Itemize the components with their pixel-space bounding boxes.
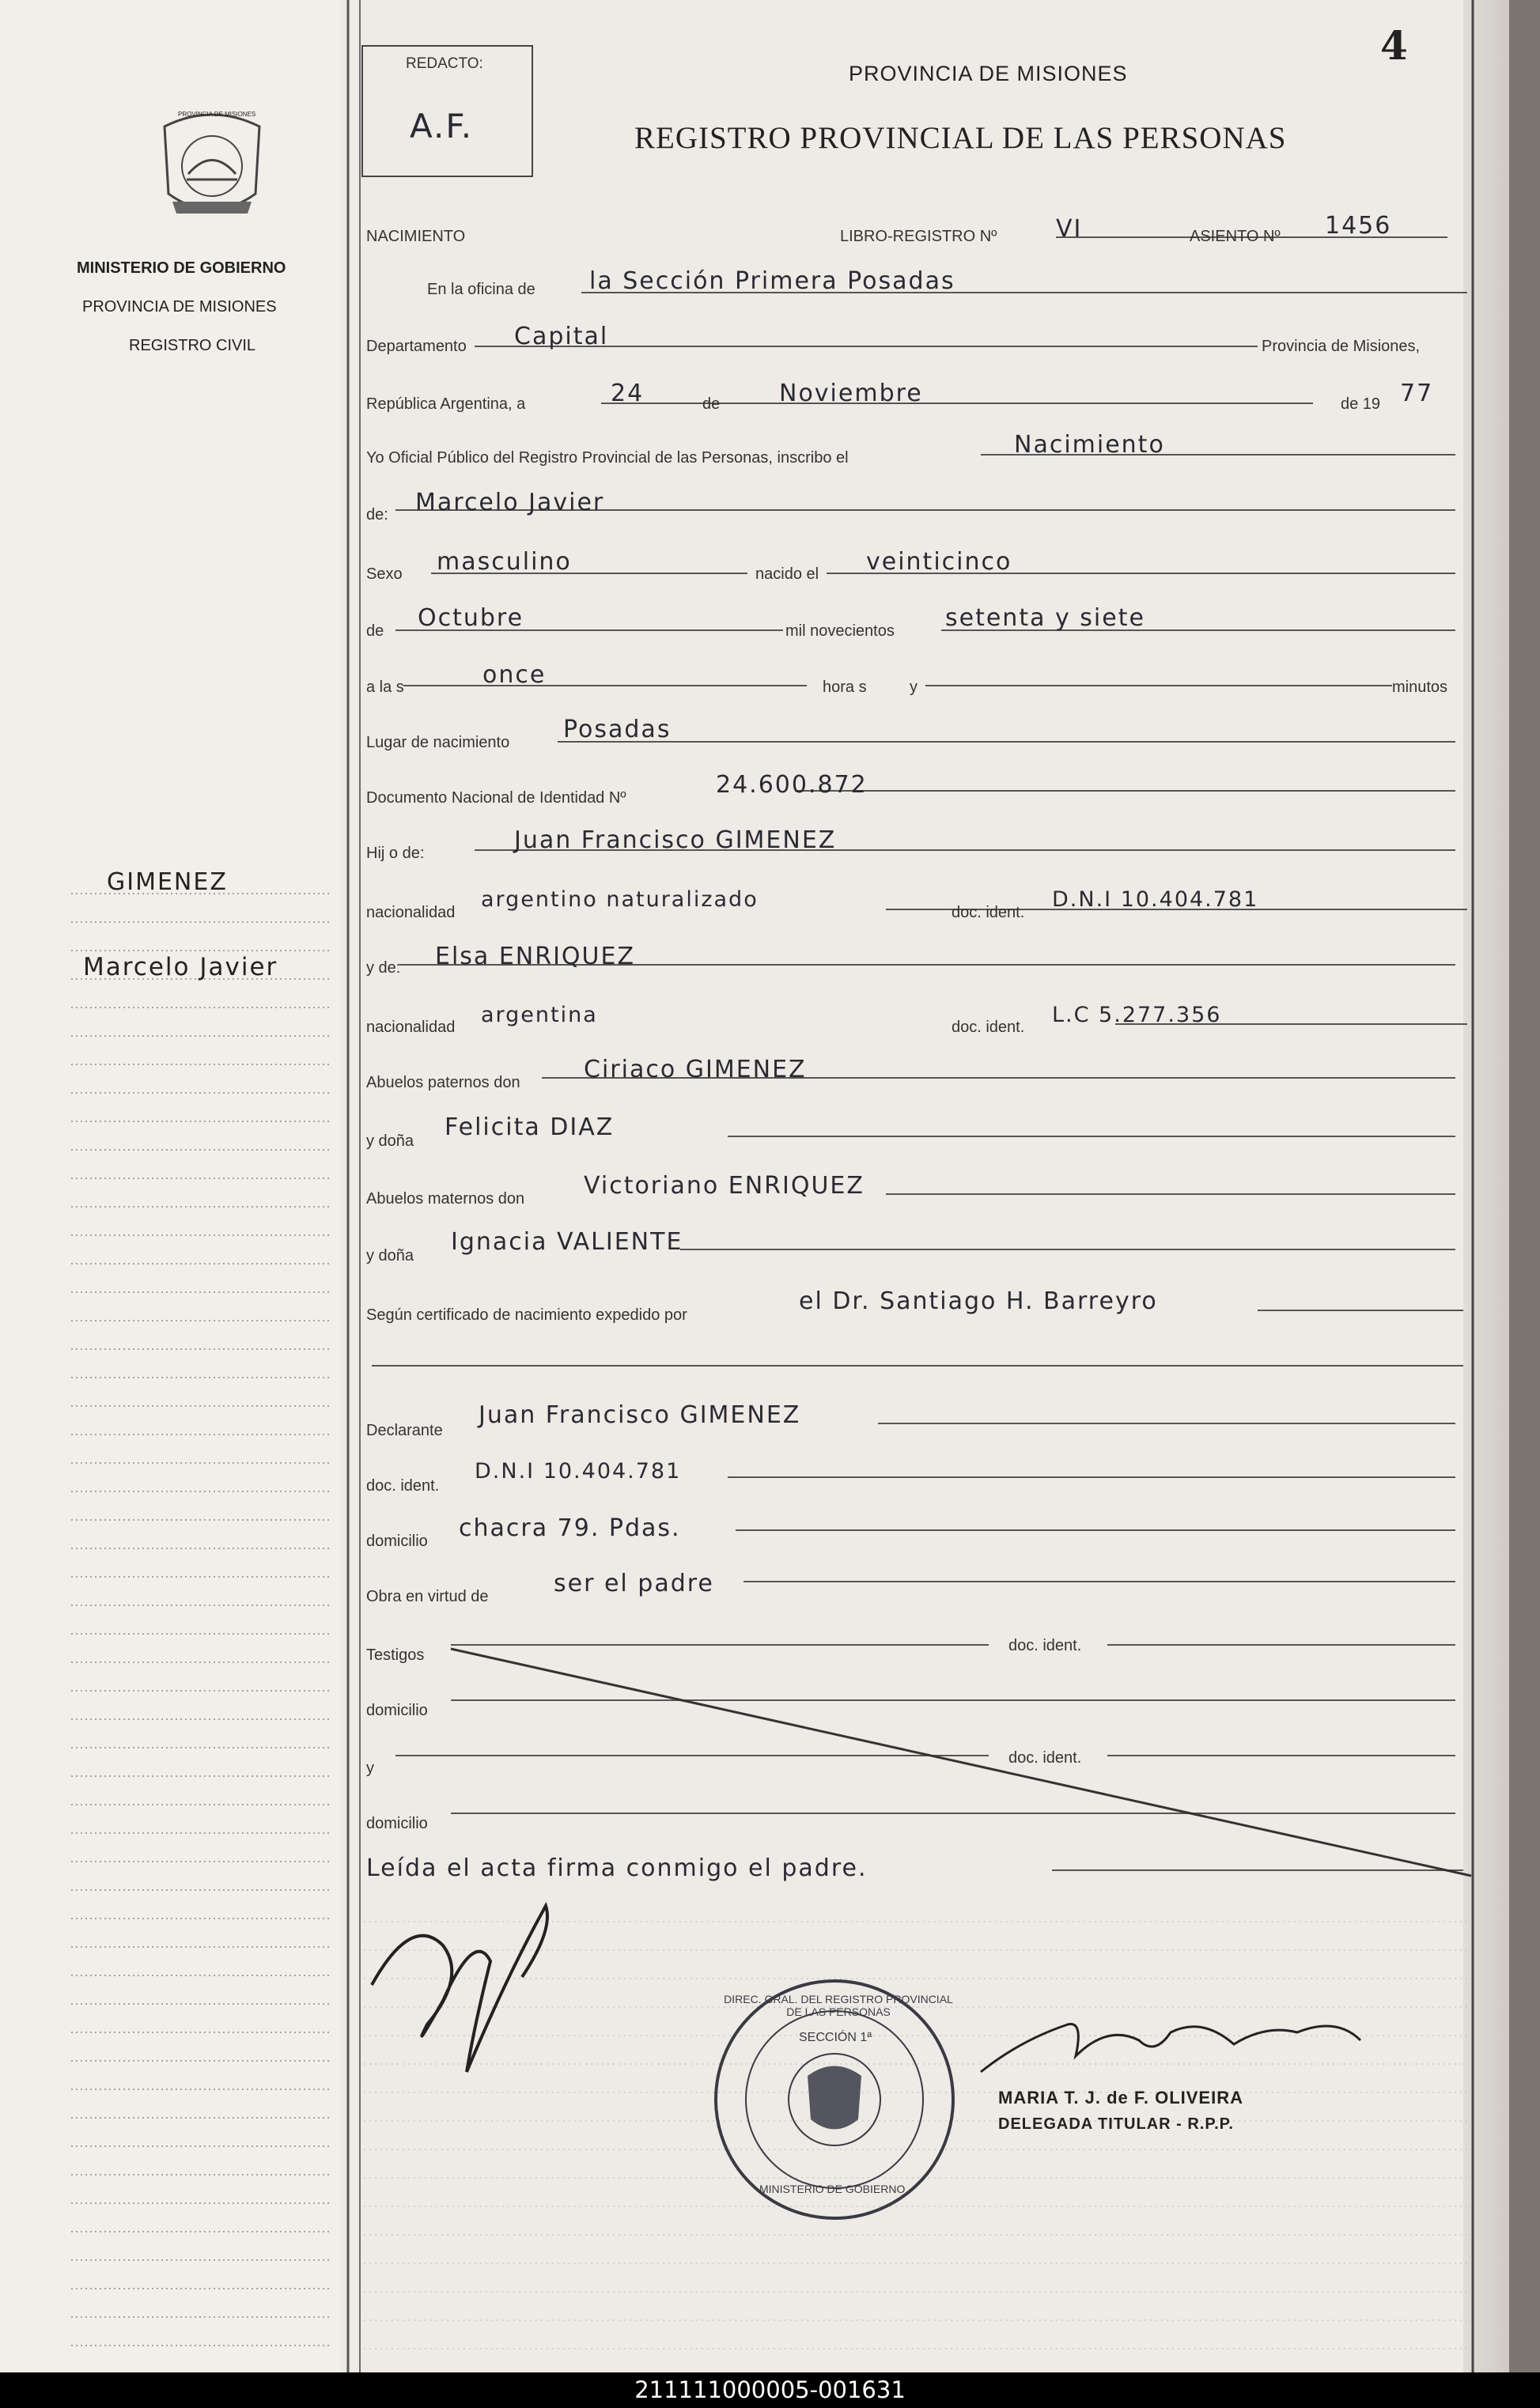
padre-value: Juan Francisco GIMENEZ: [514, 826, 837, 854]
mil-label: mil novecientos: [785, 622, 895, 640]
birth-month-value: Octubre: [418, 604, 524, 632]
day-value: 24: [611, 380, 645, 407]
header-province: PROVINCIA DE MISIONES: [849, 62, 1128, 85]
hora-label: hora s: [823, 679, 867, 696]
lugar-label: Lugar de nacimiento: [366, 734, 510, 751]
leida-value: Leída el acta firma conmigo el padre.: [366, 1854, 868, 1882]
de-month-label: de: [366, 622, 384, 640]
ydona2-label: y doña: [366, 1247, 414, 1264]
header-title: REGISTRO PROVINCIAL DE LAS PERSONAS: [634, 121, 1287, 155]
dni-label: Documento Nacional de Identidad Nº: [366, 789, 626, 807]
dni-value: 24.600.872: [716, 771, 868, 799]
dom-t2-label: domicilio: [366, 1815, 428, 1832]
provincia-label: Provincia de Misiones,: [1262, 338, 1421, 355]
y-t-label: y: [366, 1760, 374, 1777]
page-number: 4: [1380, 22, 1408, 69]
footer-code: 211111000005-001631: [634, 2376, 906, 2403]
abpat-value: Ciriaco GIMENEZ: [584, 1056, 807, 1083]
lugar-value: Posadas: [563, 716, 672, 743]
margin-surname: GIMENEZ: [107, 868, 228, 896]
margin-given-name: Marcelo Javier: [83, 953, 278, 981]
hijo-label: Hij o de:: [366, 845, 425, 862]
asiento-value: 1456: [1325, 212, 1392, 240]
oficial-value: Nacimiento: [1014, 431, 1165, 459]
doc2-value: L.C 5.277.356: [1052, 1003, 1222, 1027]
nac1-value: argentino naturalizado: [481, 887, 759, 912]
cert-value: el Dr. Santiago H. Barreyro: [799, 1287, 1158, 1315]
departamento-label: Departamento: [366, 338, 467, 355]
birth-year-value: setenta y siete: [945, 604, 1145, 632]
cancel-diagonal: [451, 1649, 1471, 1876]
margin-signature: [372, 1906, 547, 2072]
ministry-name: MINISTERIO DE GOBIERNO: [77, 259, 286, 277]
abmat2-value: Ignacia VALIENTE: [451, 1228, 683, 1256]
y-label: y: [910, 679, 918, 696]
ministry-registry: REGISTRO CIVIL: [129, 337, 256, 354]
sexo-value: masculino: [437, 548, 572, 576]
obra-value: ser el padre: [554, 1570, 714, 1597]
nacido-value: veinticinco: [866, 548, 1012, 576]
madre-value: Elsa ENRIQUEZ: [435, 943, 636, 970]
yde-label: y de:: [366, 959, 401, 977]
ministry-seal-text: PROVINCIA DE MISIONES: [178, 111, 256, 118]
abpat2-value: Felicita DIAZ: [445, 1113, 615, 1141]
ministry-province: PROVINCIA DE MISIONES: [82, 298, 277, 316]
nac2-label: nacionalidad: [366, 1019, 456, 1036]
libro-value: VI: [1056, 215, 1083, 243]
official-signature: [981, 2024, 1360, 2073]
name-value: Marcelo Javier: [415, 489, 605, 516]
stamp-ministry-text: MINISTERIO DE GOBIERNO: [759, 2183, 906, 2195]
abmat-label: Abuelos maternos don: [366, 1190, 525, 1208]
sexo-label: Sexo: [366, 565, 403, 583]
minutos-label: minutos: [1392, 679, 1448, 696]
hora-value: once: [482, 661, 547, 689]
nac2-value: argentina: [481, 1003, 598, 1027]
domicilio-label: domicilio: [366, 1533, 428, 1550]
oficina-label: En la oficina de: [427, 281, 535, 298]
year-label: de 19: [1341, 395, 1381, 413]
ala-label: a la s: [366, 679, 404, 696]
republica-label: República Argentina, a: [366, 395, 526, 413]
nac1-label: nacionalidad: [366, 904, 456, 921]
signatory-name: MARIA T. J. de F. OLIVEIRA: [998, 2088, 1243, 2107]
de-label: de: [702, 395, 721, 413]
abpat-label: Abuelos paternos don: [366, 1074, 520, 1091]
domicilio-value: chacra 79. Pdas.: [459, 1514, 681, 1542]
abmat-value: Victoriano ENRIQUEZ: [584, 1172, 865, 1200]
year-value: 77: [1400, 380, 1434, 407]
stamp-ring-text: DIREC. GRAL. DEL REGISTRO PROVINCIAL DE LAS PERSONAS: [724, 1993, 953, 2018]
docdecl-value: D.N.I 10.404.781: [475, 1459, 682, 1484]
departamento-value: Capital: [514, 323, 609, 350]
nacido-label: nacido el: [755, 565, 819, 583]
obra-label: Obra en virtud de: [366, 1588, 489, 1605]
stamp-section-text: SECCIÓN 1ª: [799, 2031, 872, 2044]
doc1-label: doc. ident.: [952, 904, 1025, 921]
ydona1-label: y doña: [366, 1132, 414, 1150]
doc1-value: D.N.I 10.404.781: [1052, 887, 1259, 912]
doc-t2-label: doc. ident.: [1008, 1749, 1082, 1767]
redacto-label: REDACTO:: [406, 55, 483, 72]
docdecl-label: doc. ident.: [366, 1477, 440, 1495]
record-type: NACIMIENTO: [366, 228, 466, 245]
asiento-label: ASIENTO Nº: [1190, 228, 1281, 245]
declarante-label: Declarante: [366, 1422, 443, 1439]
declarante-value: Juan Francisco GIMENEZ: [479, 1401, 801, 1429]
month-value: Noviembre: [779, 380, 923, 407]
oficina-value: la Sección Primera Posadas: [589, 267, 955, 295]
de-name-label: de:: [366, 506, 388, 524]
signatory-title: DELEGADA TITULAR - R.P.P.: [998, 2115, 1234, 2133]
testigos-label: Testigos: [366, 1646, 425, 1664]
doc2-label: doc. ident.: [952, 1019, 1025, 1036]
cert-label: Según certificado de nacimiento expedido por: [366, 1306, 687, 1324]
dom-t1-label: domicilio: [366, 1702, 428, 1719]
libro-label: LIBRO-REGISTRO Nº: [840, 228, 997, 245]
redacto-value: A.F.: [410, 107, 474, 146]
oficial-label: Yo Oficial Público del Registro Provincial de las Personas, inscribo el: [366, 449, 849, 467]
doc-t1-label: doc. ident.: [1008, 1637, 1082, 1654]
